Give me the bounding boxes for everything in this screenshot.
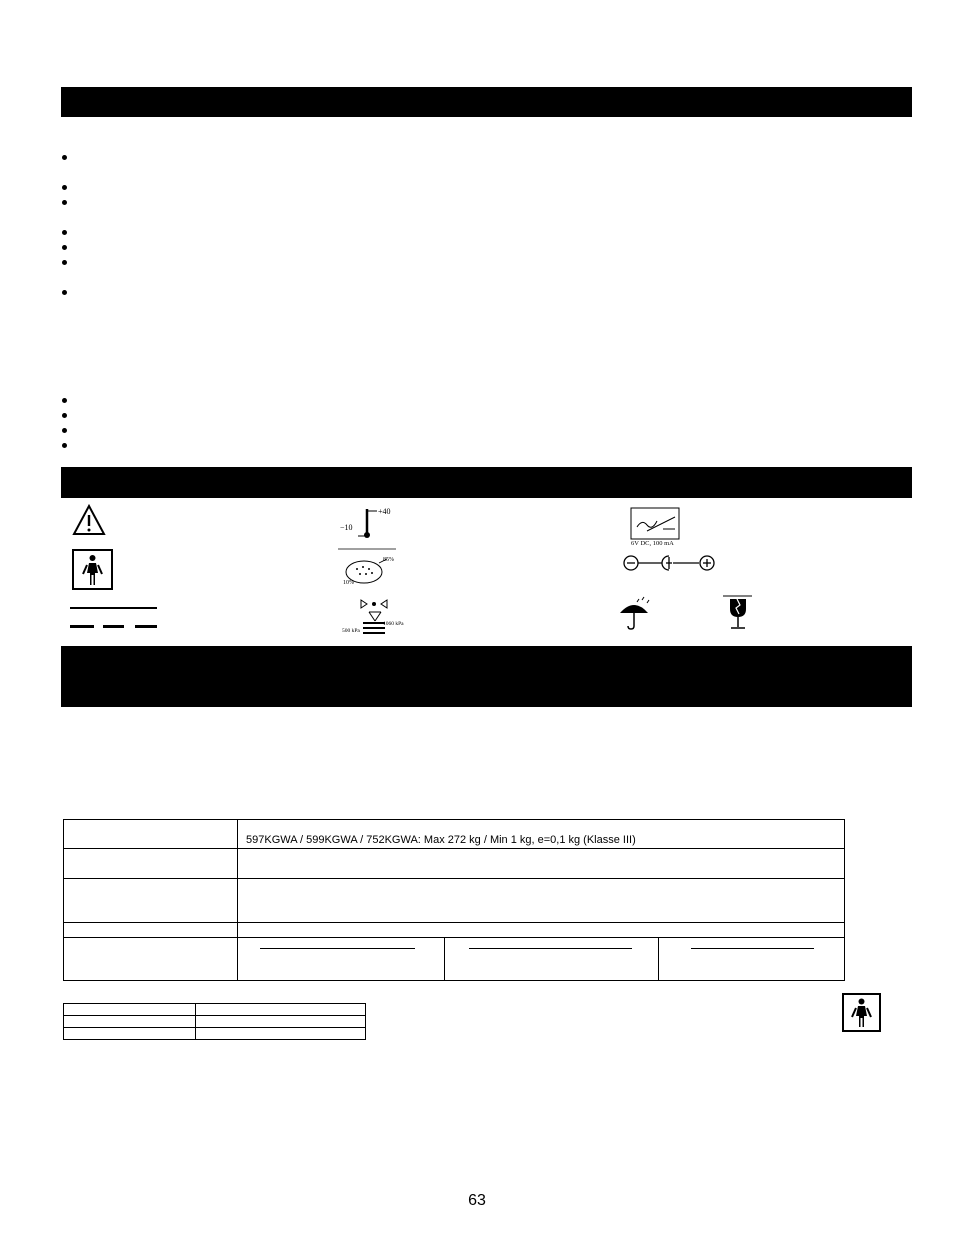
temperature-high-label: +40 (378, 507, 391, 516)
fragile-glass-icon (722, 593, 754, 633)
section-header-bar-1 (61, 87, 912, 117)
list-item (61, 397, 69, 405)
list-item (61, 412, 69, 420)
table-cell (64, 923, 238, 938)
underline-rule (691, 948, 814, 949)
small-table (63, 1003, 366, 1040)
table-cell (196, 1016, 366, 1028)
temperature-low-label: −10 (340, 523, 353, 532)
capacity-text: 597KGWA / 599KGWA / 752KGWA: Max 272 kg / Min 1 kg, e=0,1 kg (Klasse III) (246, 834, 636, 846)
underline-rule (260, 948, 415, 949)
list-item (61, 184, 69, 192)
list-item (61, 229, 69, 237)
page-number: 63 (468, 1192, 486, 1209)
table-cell (659, 938, 845, 981)
humidity-limit-icon (341, 553, 397, 587)
power-supply-icon (630, 507, 682, 547)
specification-table (63, 819, 845, 981)
list-item (61, 442, 69, 450)
table-cell (238, 923, 845, 938)
section-header-bar-3 (61, 646, 912, 707)
table-cell (238, 938, 445, 981)
table-cell (64, 1004, 196, 1016)
list-item (61, 244, 69, 252)
pressure-high-label: 1060 kPa (383, 621, 404, 627)
pressure-limit-icon (341, 594, 407, 638)
section-header-bar-2 (61, 467, 912, 498)
underline-rule (469, 948, 632, 949)
power-rating-label: 6V DC, 100 mA (631, 540, 674, 547)
list-item (61, 199, 69, 207)
table-cell (238, 820, 845, 849)
humidity-high-label: 85% (383, 557, 394, 563)
table-cell (64, 849, 238, 879)
list-item (61, 259, 69, 267)
pressure-low-label: 500 kPa (342, 628, 360, 634)
table-cell (196, 1004, 366, 1016)
battery-polarity-icon (622, 553, 718, 573)
temperature-limit-icon (338, 503, 398, 551)
table-cell (238, 879, 845, 923)
warning-triangle-icon (72, 503, 106, 537)
table-cell (64, 879, 238, 923)
keep-dry-umbrella-icon (617, 595, 653, 631)
table-cell (196, 1028, 366, 1040)
dc-current-icon (69, 605, 159, 631)
type-b-applied-part-icon (842, 993, 882, 1033)
table-cell (64, 1028, 196, 1040)
type-b-applied-part-icon (72, 549, 114, 591)
table-cell (64, 1016, 196, 1028)
list-item (61, 427, 69, 435)
humidity-low-label: 10% (343, 580, 354, 586)
list-item (61, 154, 69, 162)
table-cell (445, 938, 659, 981)
table-cell (64, 820, 238, 849)
table-cell (238, 849, 845, 879)
table-cell (64, 938, 238, 981)
list-item (61, 289, 69, 297)
